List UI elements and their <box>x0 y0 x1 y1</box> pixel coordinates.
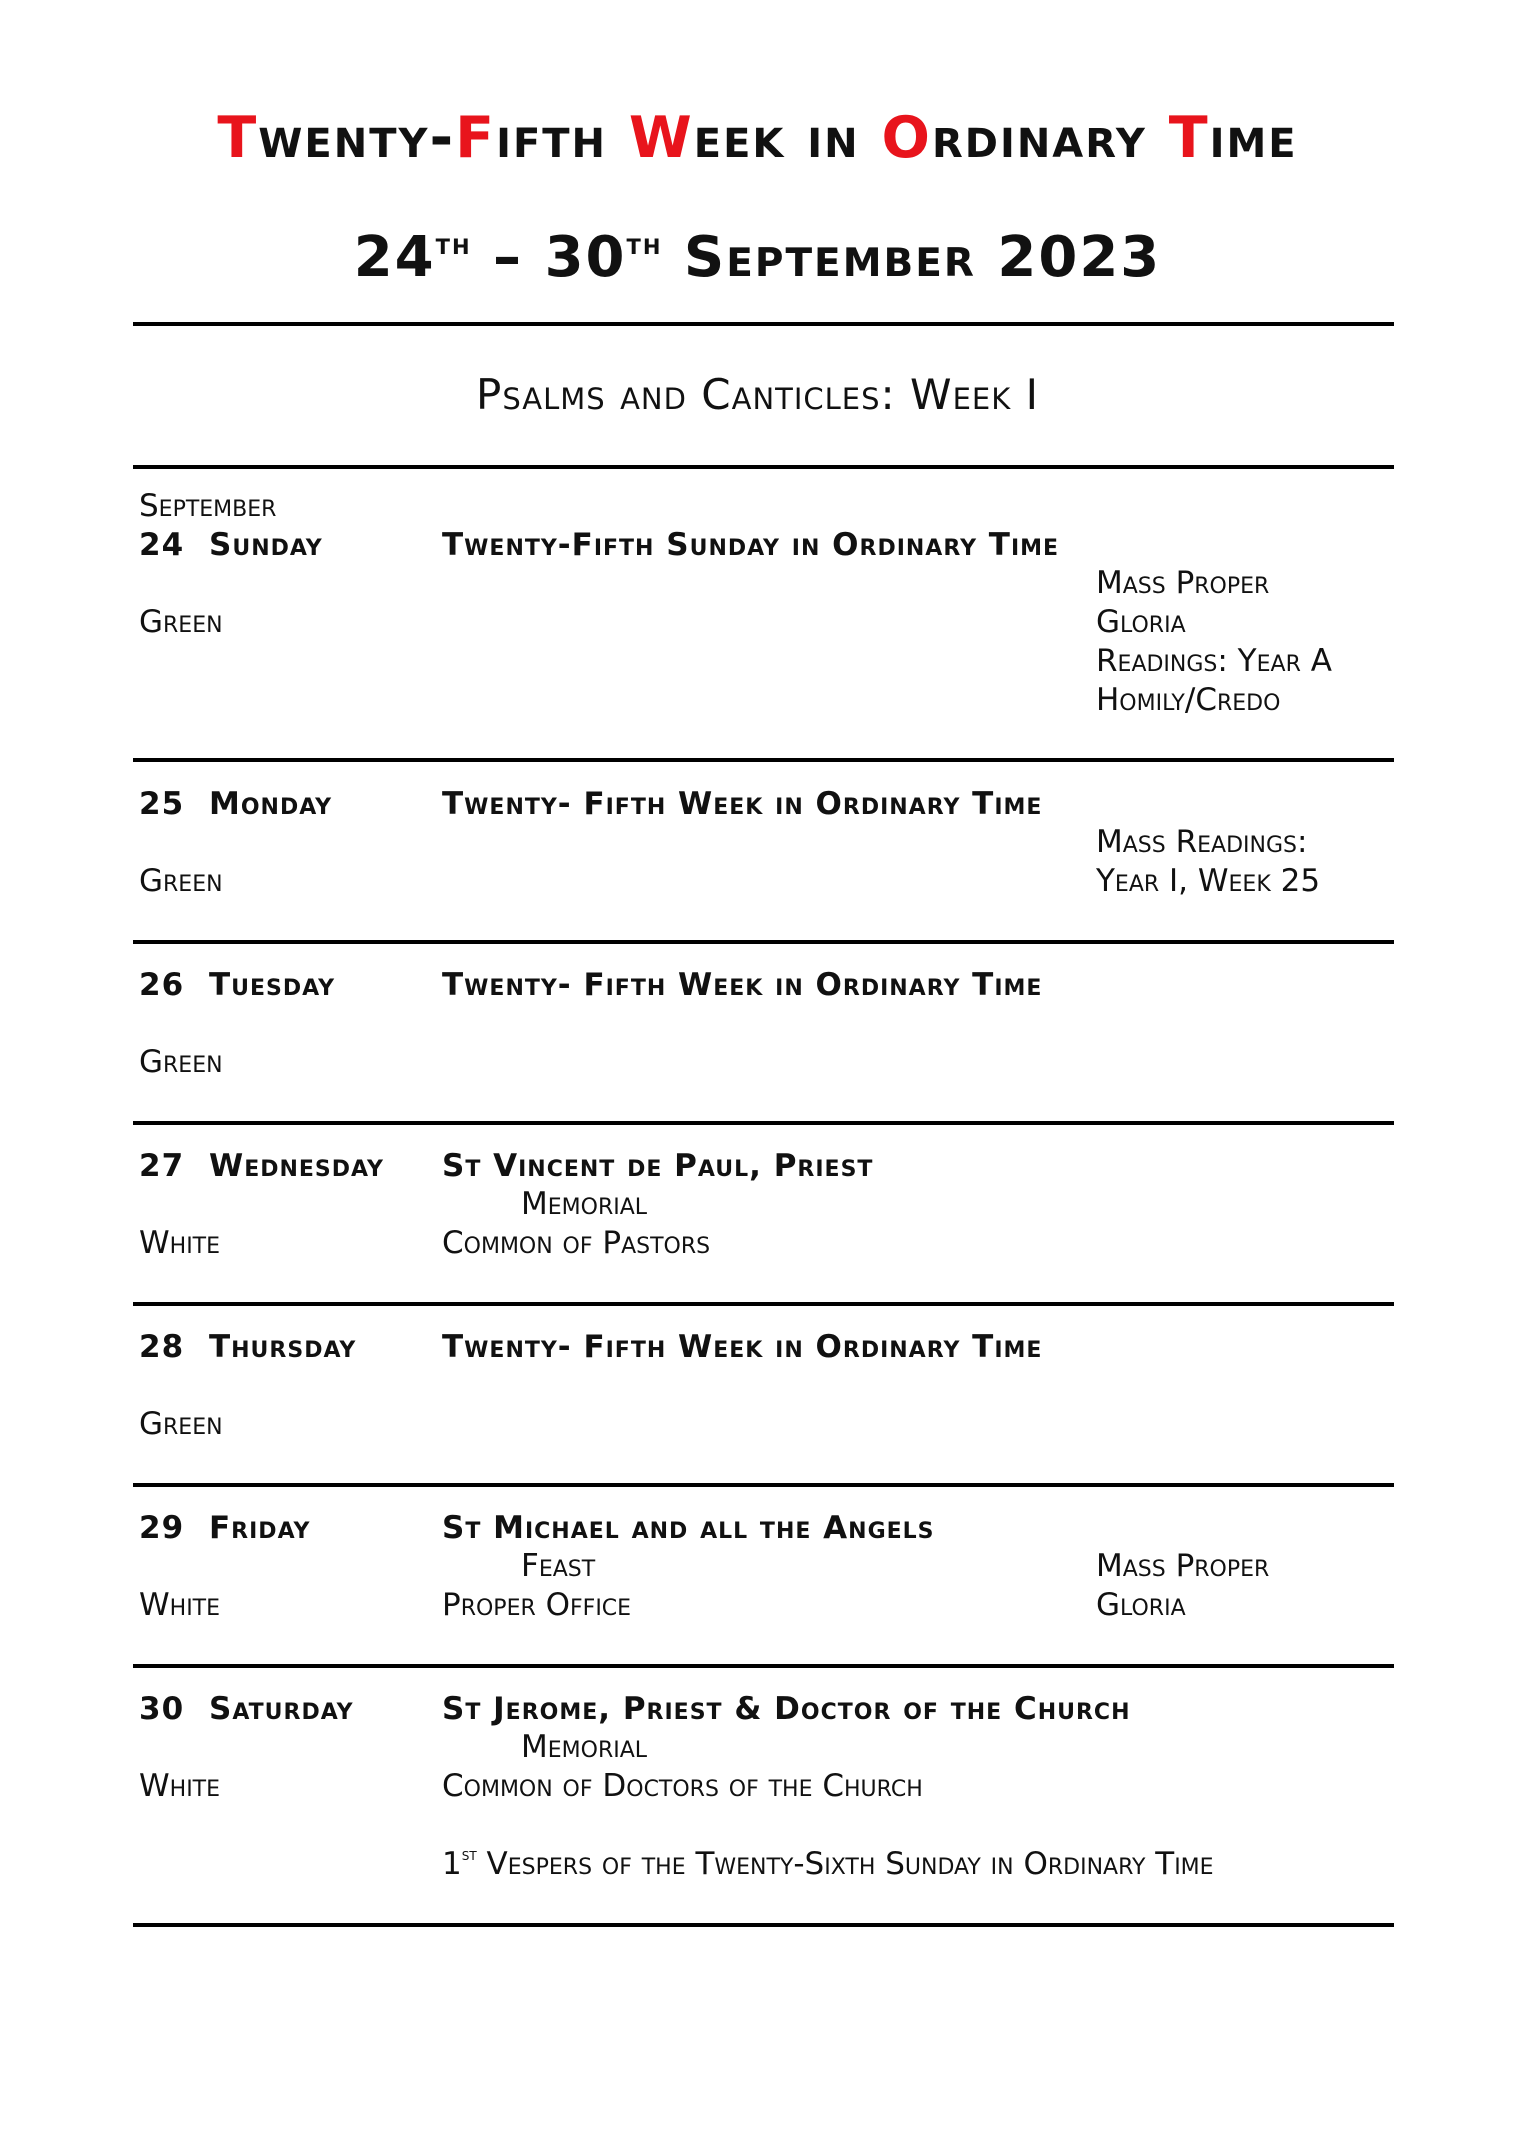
divider <box>133 1664 1394 1668</box>
celebration-title: Twenty- Fifth Week in Ordinary Time <box>442 786 1043 822</box>
divider <box>133 1121 1394 1125</box>
divider <box>133 1483 1394 1487</box>
vespers-note <box>442 1845 1214 1883</box>
start-day-suffix: th <box>435 227 472 262</box>
title-part: ifth <box>496 105 629 171</box>
celebration-title: St Jerome, Priest & Doctor of the Church <box>442 1691 1131 1727</box>
start-day: 24 <box>353 225 436 290</box>
title-part: ime <box>1209 105 1298 171</box>
divider <box>133 1302 1394 1306</box>
mass-note: Year I, Week 25 <box>1096 863 1321 899</box>
mass-note: Mass Proper <box>1096 565 1270 601</box>
celebration-title: St Michael and all the Angels <box>442 1510 935 1546</box>
celebration-rank: Memorial <box>521 1729 648 1765</box>
mass-note: Readings: Year A <box>1096 643 1332 679</box>
day-number: 28 <box>139 1329 185 1365</box>
title-part: eek in <box>693 105 882 171</box>
mass-note: Homily/Credo <box>1096 682 1281 718</box>
title-part: O <box>881 105 932 171</box>
day-heading <box>139 1690 354 1728</box>
page-title <box>0 100 1515 176</box>
title-part: rdinary <box>931 105 1169 171</box>
mass-note: Gloria <box>1096 604 1186 640</box>
day-number: 29 <box>139 1510 185 1546</box>
weekday: Sunday <box>209 527 323 563</box>
date-range <box>0 220 1515 296</box>
day-heading <box>139 526 323 564</box>
title-part: wenty- <box>258 105 456 171</box>
day-number: 30 <box>139 1691 185 1727</box>
day-heading <box>139 785 332 823</box>
end-day-suffix: th <box>626 227 663 262</box>
liturgical-colour: Green <box>139 604 223 640</box>
celebration-title: Twenty- Fifth Week in Ordinary Time <box>442 1329 1043 1365</box>
date-dash: – <box>471 225 545 290</box>
psalter-week: Psalms and Canticles: Week I <box>476 370 1039 419</box>
liturgical-colour: White <box>139 1587 221 1623</box>
month-year: September 2023 <box>662 225 1162 290</box>
office-note: Proper Office <box>442 1587 632 1623</box>
celebration-rank: Feast <box>521 1548 596 1584</box>
liturgical-colour: Green <box>139 1044 223 1080</box>
liturgical-colour: Green <box>139 1406 223 1442</box>
celebration-rank: Memorial <box>521 1186 648 1222</box>
vespers-suffix: st <box>461 1845 477 1865</box>
day-heading <box>139 1328 356 1366</box>
weekday: Friday <box>209 1510 311 1546</box>
weekday: Tuesday <box>209 967 335 1003</box>
divider <box>133 322 1394 326</box>
mass-note: Mass Readings: <box>1096 824 1308 860</box>
liturgical-colour: Green <box>139 863 223 899</box>
celebration-title: St Vincent de Paul, Priest <box>442 1148 874 1184</box>
title-part: T <box>1168 105 1210 171</box>
weekday: Monday <box>209 786 333 822</box>
day-heading <box>139 966 335 1004</box>
weekday: Wednesday <box>209 1148 384 1184</box>
day-heading <box>139 1147 384 1185</box>
title-part: F <box>455 105 497 171</box>
liturgical-colour: White <box>139 1768 221 1804</box>
weekday: Saturday <box>209 1691 354 1727</box>
office-note: Common of Doctors of the Church <box>442 1768 923 1804</box>
divider <box>133 758 1394 762</box>
vespers-number: 1 <box>442 1846 462 1882</box>
mass-note: Mass Proper <box>1096 1548 1270 1584</box>
liturgical-colour: White <box>139 1225 221 1261</box>
divider <box>133 465 1394 469</box>
vespers-text: Vespers of the Twenty-Sixth Sunday in Ordinary Time <box>476 1846 1214 1882</box>
day-heading <box>139 1509 310 1547</box>
weekday: Thursday <box>209 1329 357 1365</box>
day-number: 25 <box>139 786 185 822</box>
title-part: T <box>217 105 259 171</box>
month-label: September <box>139 488 277 524</box>
day-number: 26 <box>139 967 185 1003</box>
end-day: 30 <box>544 225 627 290</box>
celebration-title: Twenty- Fifth Week in Ordinary Time <box>442 967 1043 1003</box>
day-number: 24 <box>139 527 185 563</box>
mass-note: Gloria <box>1096 1587 1186 1623</box>
office-note: Common of Pastors <box>442 1225 711 1261</box>
title-part: W <box>628 105 694 171</box>
day-number: 27 <box>139 1148 185 1184</box>
celebration-title: Twenty-Fifth Sunday in Ordinary Time <box>442 527 1060 563</box>
divider <box>133 1923 1394 1927</box>
divider <box>133 940 1394 944</box>
